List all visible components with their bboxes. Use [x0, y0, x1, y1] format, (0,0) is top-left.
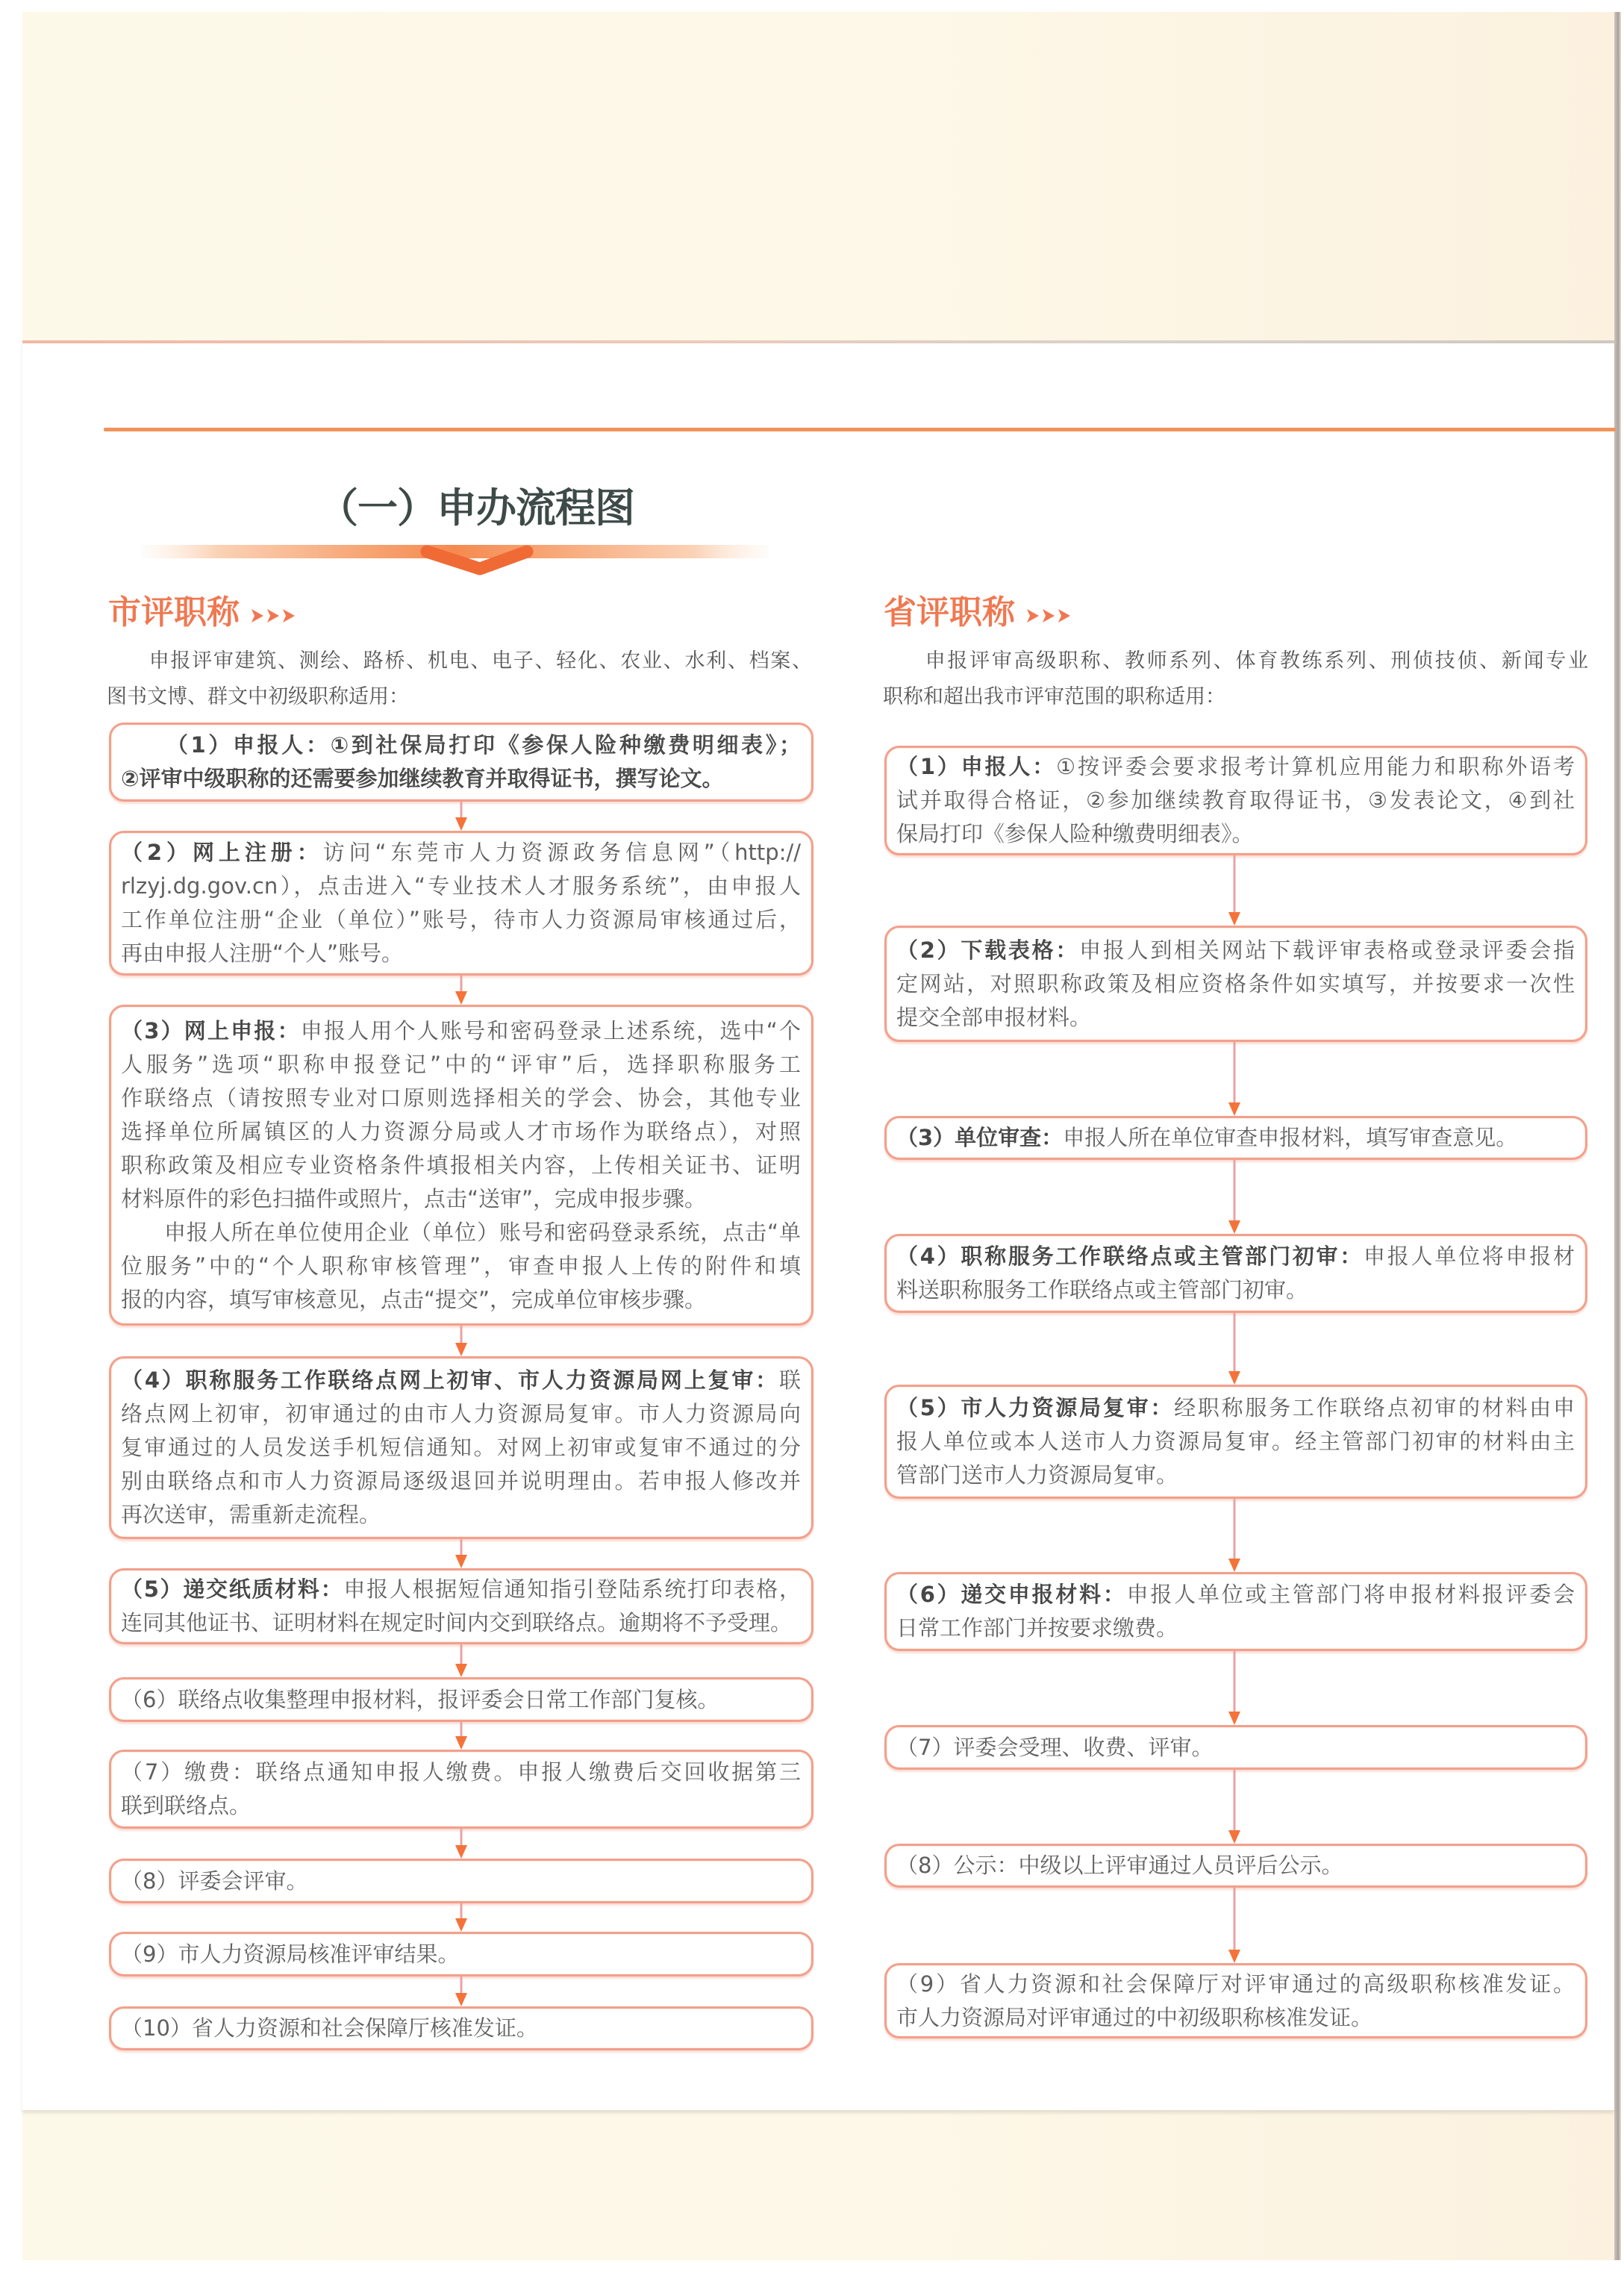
step-paragraph [121, 1756, 801, 1823]
step-text: 职称政策及相应专业资格条件填报相关内容，上传相关证书、证明 [121, 1152, 801, 1178]
step-paragraph [121, 1216, 801, 1317]
step-line [896, 1273, 1575, 1307]
step-paragraph [896, 1121, 1575, 1155]
step-line [121, 1149, 801, 1182]
step-text: 定网站，对照职称政策及相应资格条件如实填写，并按要求一次性 [896, 970, 1575, 996]
step-line [896, 934, 1575, 967]
flow-step-box [109, 1005, 813, 1326]
flow-arrow [1225, 1888, 1243, 1963]
step-text: ②评审中级职称的还需要参加继续教育并取得证书，撰写论文。 [121, 766, 724, 791]
arrow-down-icon [1228, 1559, 1240, 1572]
step-text: 提交全部申报材料。 [896, 1004, 1092, 1030]
step-text: 再由申报人注册“个人”账号。 [121, 940, 404, 966]
step-label: （2）网上注册： [121, 840, 323, 865]
step-text: 联 [778, 1367, 801, 1393]
step-text: 联到联络点。 [121, 1793, 252, 1818]
step-text: 别由联络点和市人力资源局逐级退回并说明理由。若申报人修改并 [121, 1468, 801, 1494]
intro-line: 申报评审高级职称、教师系列、体育教练系列、刑侦技侦、新闻专业 [925, 649, 1588, 673]
intro-line: 职称和超出我市评审范围的职称适用： [883, 685, 1225, 708]
flow-step-box [884, 746, 1587, 855]
right-intro [883, 643, 1588, 715]
step-paragraph [896, 1849, 1575, 1882]
flow-arrow [452, 1977, 470, 2006]
step-paragraph [121, 1573, 801, 1640]
arrow-down-icon [455, 1555, 467, 1568]
right-section-heading [884, 594, 1073, 631]
arrow-down-icon [1228, 912, 1240, 926]
step-text: 申报人单位将申报材 [1364, 1244, 1575, 1269]
left-section-heading [108, 594, 298, 631]
step-text: 经职称服务工作联络点初审的材料由申 [1174, 1395, 1575, 1420]
arrow-down-icon [455, 1664, 467, 1677]
step-label: （1）申报人： [166, 732, 331, 758]
step-paragraph [896, 1391, 1575, 1492]
chevron-3 [1058, 609, 1070, 623]
flow-arrow [452, 1903, 470, 1932]
flow-step-box [109, 1750, 813, 1829]
arrow-down-icon [1228, 1220, 1240, 1234]
flow-arrow [452, 976, 470, 1005]
step-label: （5）市人力资源局复审： [896, 1395, 1175, 1420]
arrow-down-icon [1228, 1950, 1240, 1963]
flow-step-box [884, 1385, 1587, 1499]
step-paragraph [896, 1578, 1575, 1645]
step-line [121, 1865, 801, 1898]
step-line [896, 1425, 1575, 1459]
step-line [896, 1578, 1575, 1612]
step-text: 工作单位注册“企业（单位）”账号，待市人力资源局审核通过后， [121, 907, 801, 932]
step-line [121, 1573, 801, 1606]
step-paragraph [896, 1240, 1575, 1307]
step-text: 市人力资源局对评审通过的中初级职称核准发证。 [896, 2004, 1373, 2030]
flow-step-box [109, 1932, 813, 1977]
right-heading-text: 省评职称 [884, 593, 1015, 631]
step-text: 作联络点（请按照专业对口原则选择相关的学会、协会，其他专业 [121, 1085, 801, 1111]
step-text: （8）评委会评审。 [121, 1868, 308, 1894]
flow-step-box [109, 1859, 813, 1903]
page-edge-shadow [1614, 12, 1621, 2260]
step-line [896, 1121, 1575, 1155]
step-paragraph [121, 1364, 801, 1532]
chevron-1 [252, 609, 263, 623]
flow-step-box [884, 1725, 1587, 1770]
step-line [896, 1001, 1575, 1035]
step-label: （3）单位审查： [896, 1125, 1064, 1150]
step-paragraph [896, 1968, 1575, 2035]
step-text: rlzyj.dg.gov.cn），点击进入“专业技术人才服务系统”，由申报人 [121, 873, 801, 899]
flow-step-box [884, 1234, 1587, 1313]
step-label: （6）递交申报材料： [896, 1582, 1127, 1607]
intro-line: 图书文博、群文中初级职称适用： [107, 685, 409, 708]
panel-top-edge [22, 340, 1614, 343]
step-text: （9）省人力资源和社会保障厅对评审通过的高级职称核准发证。 [896, 1971, 1575, 1997]
arrow-down-icon [455, 1993, 467, 2006]
step-text: ①按评委会要求报考计算机应用能力和职称外语考 [1056, 754, 1575, 779]
step-text: （6）联络点收集整理申报材料，报评委会日常工作部门复核。 [121, 1686, 719, 1712]
step-text: （9）市人力资源局核准评审结果。 [121, 1941, 460, 1967]
triple-chevron-icon [1027, 608, 1073, 624]
step-paragraph [121, 1938, 801, 1971]
step-paragraph [896, 934, 1575, 1035]
step-text: ①到社保局打印《参保人险种缴费明细表》； [330, 732, 801, 758]
step-line [121, 762, 801, 796]
triple-chevron-icon [252, 608, 298, 624]
step-line [121, 1283, 801, 1317]
step-paragraph [896, 1731, 1575, 1765]
step-line [896, 784, 1575, 817]
step-line [121, 1756, 801, 1789]
flow-arrow [452, 1539, 470, 1568]
step-line [896, 750, 1575, 784]
step-text: 复审通过的人员发送手机短信通知。对网上初审或复审不通过的分 [121, 1435, 801, 1460]
arrow-down-icon [455, 1918, 467, 1932]
step-line [896, 1731, 1575, 1765]
step-label: （2）下载表格： [896, 937, 1080, 963]
flow-step-box [109, 723, 813, 802]
flow-step-box [884, 1572, 1587, 1651]
chevron-3 [283, 609, 295, 623]
step-text: 日常工作部门并按要求缴费。 [896, 1615, 1178, 1641]
step-label: （5）递交纸质材料： [121, 1576, 344, 1602]
step-text: 申报人用个人账号和密码登录上述系统，选中“个 [300, 1017, 801, 1043]
step-line [121, 1115, 801, 1149]
step-paragraph [121, 836, 801, 970]
chevron-2 [267, 609, 279, 623]
flow-step-box [109, 1356, 813, 1539]
step-line [896, 1459, 1575, 1492]
step-line [896, 1849, 1575, 1882]
flow-arrow [452, 802, 470, 831]
title-ribbon-decoration [142, 539, 769, 581]
step-text: 报的内容，填写审核意见，点击“提交”，完成单位审核步骤。 [121, 1286, 707, 1312]
intro-line: 申报评审建筑、测绘、路桥、机电、电子、轻化、农业、水利、档案、 [149, 649, 812, 673]
step-text: 人服务”选项“职称申报登记”中的“评审”后，选择职称服务工 [121, 1051, 801, 1077]
step-line [896, 1612, 1575, 1645]
flow-arrow [1225, 1160, 1243, 1234]
step-text: 申报人所在单位审查申报材料，填写审查意见。 [1063, 1125, 1518, 1150]
flow-step-box [109, 1568, 813, 1644]
arrow-down-icon [455, 1845, 467, 1859]
step-line [896, 2001, 1575, 2035]
arrow-down-icon [455, 1343, 467, 1356]
step-text: 络点网上初审，初审通过的由市人力资源局复审。市人力资源局向 [121, 1401, 801, 1426]
step-text: （7）评委会受理、收费、评审。 [896, 1734, 1214, 1760]
flow-arrow [1225, 855, 1243, 926]
step-line [896, 1240, 1575, 1273]
flow-step-box [884, 926, 1587, 1042]
chevron-1 [1027, 609, 1039, 623]
step-line [121, 937, 801, 970]
step-paragraph [121, 729, 801, 796]
flow-step-box [109, 1677, 813, 1722]
step-text: 管部门送市人力资源局复审。 [896, 1462, 1178, 1488]
step-line [121, 1364, 801, 1397]
step-line [121, 1397, 801, 1431]
step-line [121, 1182, 801, 1216]
step-text: 再次送审，需重新走流程。 [121, 1502, 381, 1527]
step-text: 访问“东莞市人力资源政务信息网”（http:// [322, 840, 802, 865]
arrow-down-icon [1228, 1102, 1240, 1116]
step-line [121, 1431, 801, 1464]
step-text: 材料原件的彩色扫描件或照片，点击“送审”，完成申报步骤。 [121, 1185, 707, 1211]
flow-step-box [109, 2006, 813, 2050]
step-label: （1）申报人： [896, 754, 1057, 779]
arrow-down-icon [455, 1736, 467, 1750]
step-text: 报人单位或本人送市人力资源局复审。经主管部门初审的材料由主 [896, 1429, 1575, 1454]
step-text: 保局打印《参保人险种缴费明细表》。 [896, 821, 1254, 846]
flow-arrow [1225, 1770, 1243, 1844]
step-text: （7）缴费：联络点通知申报人缴费。申报人缴费后交回收据第三 [121, 1759, 801, 1785]
step-line [121, 1014, 801, 1048]
page-title: （一）申办流程图 [318, 484, 634, 531]
step-paragraph [121, 1865, 801, 1898]
arrow-down-icon [455, 817, 467, 831]
step-line [121, 1498, 801, 1532]
flow-arrow [452, 1326, 470, 1356]
step-text: 申报人单位或主管部门将申报材料报评委会 [1126, 1582, 1575, 1607]
flow-arrow [1225, 1042, 1243, 1116]
step-line [121, 1250, 801, 1283]
step-label: （4）职称服务工作联络点网上初审、市人力资源局网上复审： [121, 1367, 779, 1393]
flow-step-box [884, 1963, 1587, 2038]
flow-arrow [1225, 1651, 1243, 1725]
flow-arrow [1225, 1313, 1243, 1385]
step-line [121, 2012, 801, 2045]
step-text: 选择单位所属镇区的人力资源分局或人才市场作为联络点），对照 [121, 1118, 801, 1144]
arrow-down-icon [455, 991, 467, 1005]
step-text: （8）公示：中级以上评审通过人员评后公示。 [896, 1853, 1343, 1878]
step-text: 位服务”中的“个人职称审核管理”，审查申报人上传的附件和填 [121, 1252, 801, 1279]
step-line [121, 1789, 801, 1823]
step-line [121, 1216, 801, 1250]
flow-arrow [452, 1829, 470, 1859]
flow-step-box [884, 1844, 1587, 1888]
step-line [896, 1968, 1575, 2001]
step-line [121, 729, 801, 762]
flow-arrow [1225, 1499, 1243, 1572]
step-line [121, 1048, 801, 1082]
step-paragraph [121, 1683, 801, 1717]
arrow-down-icon [1228, 1830, 1240, 1844]
orange-top-rule [104, 428, 1616, 431]
arrow-down-icon [1228, 1371, 1240, 1385]
step-line [121, 1082, 801, 1115]
arrow-down-icon [1228, 1712, 1240, 1725]
step-line [121, 1683, 801, 1717]
flow-arrow [452, 1722, 470, 1750]
step-text: （10）省人力资源和社会保障厅核准发证。 [121, 2015, 538, 2041]
step-line [896, 817, 1575, 851]
step-text: 申报人所在单位使用企业（单位）账号和密码登录系统，点击“单 [164, 1219, 801, 1245]
step-text: 连同其他证书、证明材料在规定时间内交到联络点。逾期将不予受理。 [121, 1610, 793, 1635]
step-line [121, 870, 801, 903]
step-paragraph [121, 1014, 801, 1216]
step-line [121, 836, 801, 870]
step-paragraph [896, 750, 1575, 851]
flow-step-box [884, 1116, 1587, 1160]
step-text: 试并取得合格证，②参加继续教育取得证书，③发表论文，④到社 [896, 787, 1575, 813]
step-line [896, 1391, 1575, 1425]
step-text: 申报人到相关网站下载评审表格或登录评委会指 [1079, 937, 1575, 963]
left-heading-text: 市评职称 [108, 593, 240, 631]
step-paragraph [121, 2012, 801, 2045]
step-text: 申报人根据短信通知指引登陆系统打印表格， [343, 1576, 801, 1602]
step-line [896, 967, 1575, 1001]
chevron-2 [1043, 609, 1055, 623]
step-line [121, 1938, 801, 1971]
step-line [121, 903, 801, 937]
step-label: （4）职称服务工作联络点或主管部门初审： [896, 1244, 1364, 1269]
flow-step-box [109, 831, 813, 976]
flow-arrow [452, 1644, 470, 1677]
step-line [121, 1606, 801, 1640]
step-text: 料送职称服务工作联络点或主管部门初审。 [896, 1277, 1308, 1303]
left-intro [107, 643, 812, 715]
step-line [121, 1464, 801, 1498]
step-label: （3）网上申报： [121, 1017, 301, 1043]
